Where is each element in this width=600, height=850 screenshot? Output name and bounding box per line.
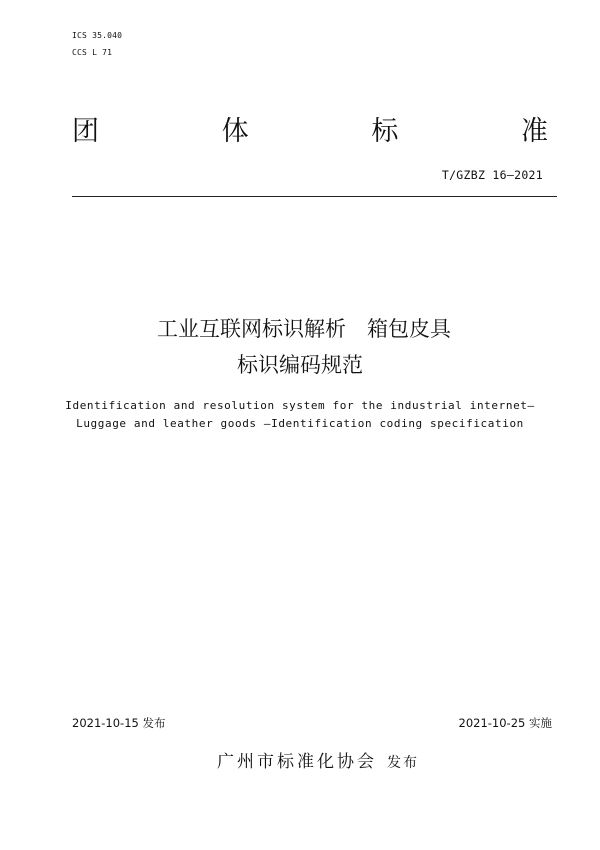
- publisher-organization: 广州市标准化协会: [217, 752, 377, 772]
- standard-type-char-3: 标: [371, 116, 399, 147]
- chinese-title-line-2: 标识编码规范: [237, 353, 363, 377]
- ics-code: ICS 35.040: [72, 31, 123, 40]
- implementation-date: 2021-10-25 实施: [458, 716, 552, 730]
- standard-type-heading: [72, 112, 548, 152]
- standard-number: T/GZBZ 16—2021: [441, 168, 543, 182]
- issue-date: 2021-10-15 发布: [72, 716, 166, 730]
- chinese-title-line-1: 工业互联网标识解析 箱包皮具: [157, 317, 451, 341]
- standard-type-char-1: 团: [72, 116, 99, 147]
- standard-type-char-2: 体: [221, 116, 249, 147]
- publisher: [0, 750, 600, 775]
- english-title-line-1: Identification and resolution system for the industrial internet—: [65, 399, 535, 412]
- standard-type-char-4: 准: [520, 116, 548, 147]
- ccs-code: CCS L 71: [72, 48, 113, 57]
- publisher-suffix: 发布: [387, 755, 419, 771]
- english-title-line-2: Luggage and leather goods —Identification coding specification: [76, 417, 524, 430]
- header-divider: [72, 196, 557, 197]
